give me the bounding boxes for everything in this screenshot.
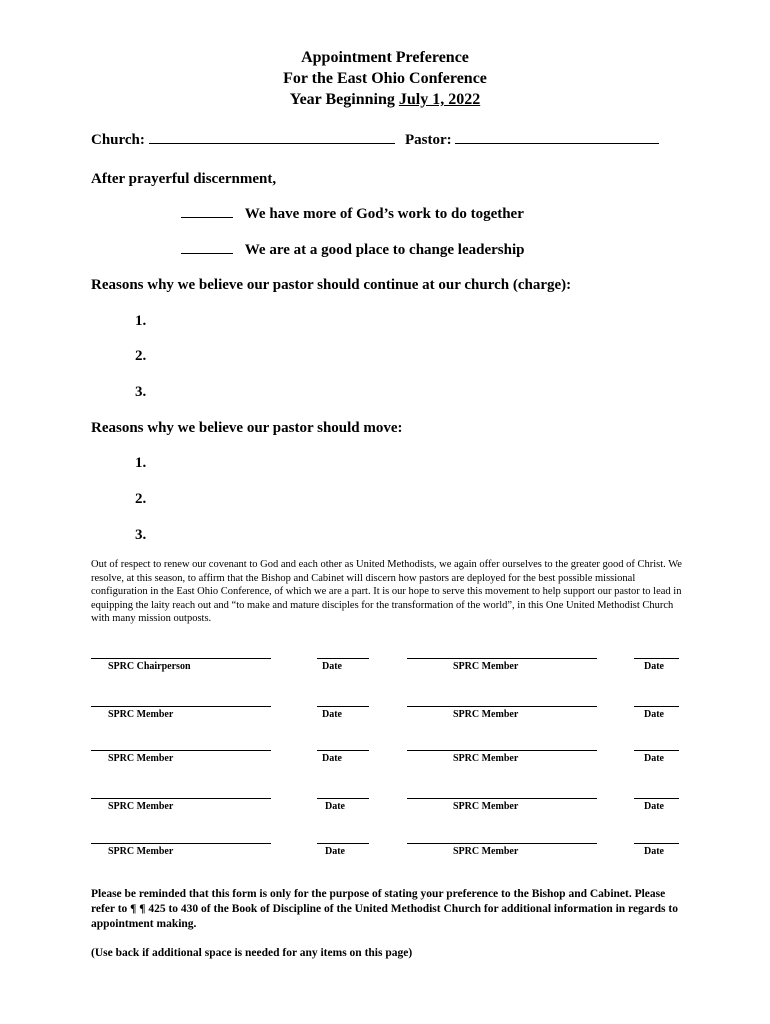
- date-label: Date: [644, 753, 664, 764]
- date-line[interactable]: [634, 658, 679, 659]
- signature-line[interactable]: [407, 750, 597, 751]
- move-item: 2.: [135, 491, 147, 507]
- signature-line[interactable]: [407, 843, 597, 844]
- signature-label: SPRC Member: [108, 753, 174, 764]
- date-label: Date: [325, 846, 345, 857]
- date-label: Date: [644, 661, 664, 672]
- option-more-work-label: We have more of God’s work to do together: [244, 206, 524, 222]
- option-more-work-blank[interactable]: [181, 205, 233, 218]
- date-label: Date: [322, 709, 342, 720]
- date-label: Date: [325, 801, 345, 812]
- date-label: Date: [644, 846, 664, 857]
- signature-label: SPRC Member: [453, 661, 519, 672]
- move-item: 3.: [135, 527, 147, 543]
- option-change-leadership-blank[interactable]: [181, 241, 233, 254]
- date-label: Date: [644, 709, 664, 720]
- signature-label: SPRC Chairperson: [108, 661, 191, 672]
- continue-item: 3.: [135, 384, 147, 400]
- pastor-field: [405, 131, 659, 149]
- date-line[interactable]: [317, 658, 369, 659]
- signature-line[interactable]: [91, 843, 271, 844]
- option-change-leadership-label: We are at a good place to change leadership: [244, 242, 525, 258]
- move-item: 1.: [135, 455, 147, 471]
- back-page-note: (Use back if additional space is needed for any items on this page): [91, 947, 413, 959]
- signature-line[interactable]: [91, 658, 271, 659]
- signature-line[interactable]: [91, 798, 271, 799]
- signature-line[interactable]: [407, 798, 597, 799]
- date-label: Date: [322, 753, 342, 764]
- date-line[interactable]: [317, 706, 369, 707]
- option-change-leadership: [181, 241, 524, 259]
- church-label: Church:: [91, 132, 145, 148]
- date-line[interactable]: [634, 706, 679, 707]
- signature-line[interactable]: [91, 750, 271, 751]
- signature-label: SPRC Member: [453, 753, 519, 764]
- discernment-intro: After prayerful discernment,: [91, 171, 277, 187]
- title-line-1: Appointment Preference: [301, 49, 469, 66]
- date-line[interactable]: [634, 798, 679, 799]
- continue-item: 2.: [135, 348, 147, 364]
- date-label: Date: [322, 661, 342, 672]
- date-label: Date: [644, 801, 664, 812]
- signature-label: SPRC Member: [453, 846, 519, 857]
- title-line-2: For the East Ohio Conference: [283, 70, 487, 87]
- church-blank[interactable]: [149, 131, 395, 144]
- date-line[interactable]: [317, 843, 369, 844]
- date-line[interactable]: [634, 750, 679, 751]
- signature-label: SPRC Member: [453, 801, 519, 812]
- signature-line[interactable]: [91, 706, 271, 707]
- move-heading: Reasons why we believe our pastor should move:: [91, 420, 403, 436]
- signature-label: SPRC Member: [108, 846, 174, 857]
- covenant-paragraph: Out of respect to renew our covenant to God and each other as United Methodists, we again offer ourselves to the greater good of Christ. We resolve, at this season, to affirm that the Bishop and Cabinet will discern how pastors are deployed for the best possible missional configuration in the East Ohio Conference, of which we are a part. It is our hope to serve this movement to help support our pastor to lead in equipping the laity reach out and “to make and mature disciples for the transformation of the world”, in this One United Methodist Church with many mission outposts.: [91, 559, 682, 625]
- date-line[interactable]: [317, 798, 369, 799]
- continue-item: 1.: [135, 313, 147, 329]
- reminder-note: Please be reminded that this form is only for the purpose of stating your preference to the Bishop and Cabinet. Please refer to ¶ ¶ 425 to 430 of the Book of Discipline of the United Methodist Church for additional information in regards to appointment making.: [91, 888, 678, 930]
- signature-label: SPRC Member: [453, 709, 519, 720]
- date-line[interactable]: [634, 843, 679, 844]
- title-year-date: July 1, 2022: [398, 91, 481, 108]
- signature-label: SPRC Member: [108, 801, 174, 812]
- continue-heading: Reasons why we believe our pastor should continue at our church (charge):: [91, 277, 572, 293]
- title-year-prefix: Year Beginning: [289, 91, 399, 108]
- pastor-blank[interactable]: [455, 131, 659, 144]
- signature-line[interactable]: [407, 706, 597, 707]
- church-field: [91, 131, 395, 149]
- signature-line[interactable]: [407, 658, 597, 659]
- pastor-label: Pastor:: [405, 132, 452, 148]
- option-more-work: [181, 205, 524, 223]
- date-line[interactable]: [317, 750, 369, 751]
- title-line-3: [0, 90, 770, 110]
- signature-label: SPRC Member: [108, 709, 174, 720]
